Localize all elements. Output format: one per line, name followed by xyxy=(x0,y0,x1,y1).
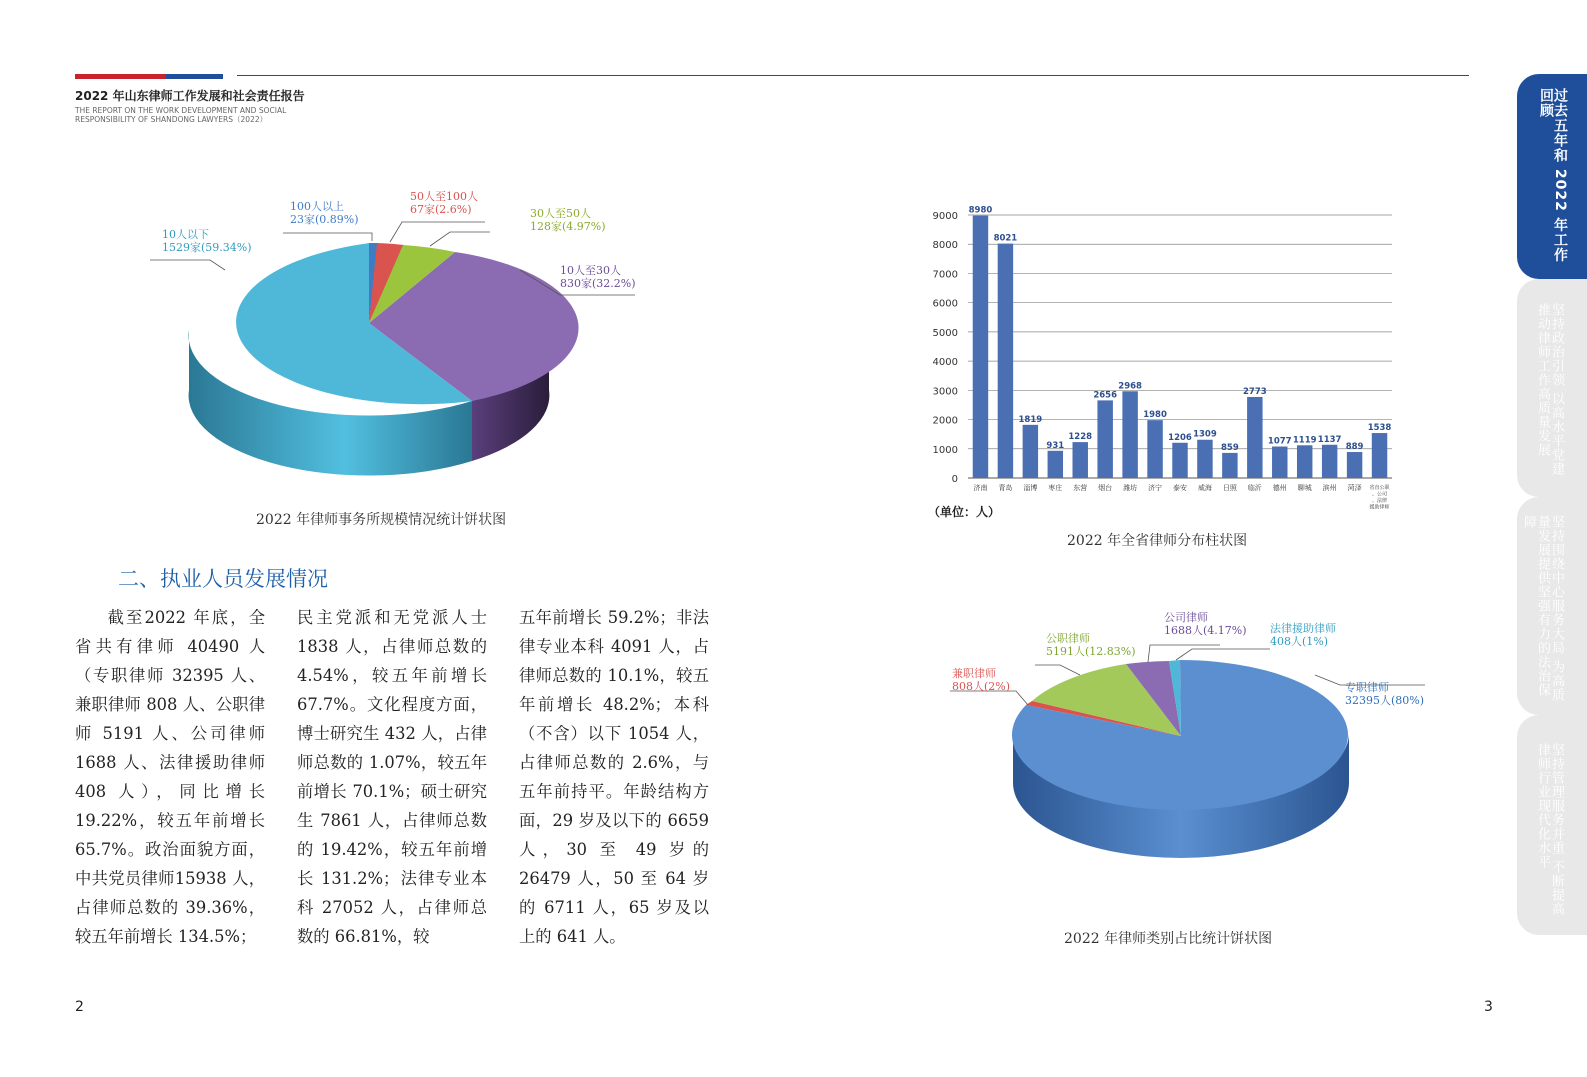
bar-category-label: 日照 xyxy=(1222,484,1237,492)
bar-caption: 2022 年全省律师分布柱状图 xyxy=(1067,533,1248,549)
bar-10 xyxy=(1222,453,1237,478)
bar-ytick-label: 7000 xyxy=(932,269,958,281)
bar-category-label: 潍坊 xyxy=(1123,484,1138,492)
bar-ytick-label: 9000 xyxy=(932,211,958,222)
bar-value-label: 1206 xyxy=(1168,432,1192,443)
pie1-value-100-plus: 23家(0.89%) xyxy=(290,213,359,226)
header-rule xyxy=(237,75,1469,76)
pie1-label-50-100: 50人至100人 xyxy=(410,190,478,203)
bar-category-label: 烟台 xyxy=(1098,484,1113,492)
bar-value-label: 1980 xyxy=(1143,410,1167,421)
pie2-value-full-time: 32395人(80%) xyxy=(1345,694,1425,707)
law-firm-scale-pie-chart xyxy=(140,190,660,480)
section-title: 二、执业人员发展情况 xyxy=(118,567,328,591)
report-english-line2: RESPONSIBILITY OF SHANDONG LAWYERS（2022） xyxy=(75,115,268,124)
pie2-value-part-time: 808人(2%) xyxy=(952,680,1011,693)
page-number-left: 2 xyxy=(75,999,84,1015)
page-number-right: 3 xyxy=(1484,999,1493,1015)
pie1-value-50-100: 67家(2.6%) xyxy=(410,203,472,216)
bar-9 xyxy=(1197,440,1212,478)
body-column-2: 民主党派和无党派人士 1838 人，占律师总数的 4.54%，较五年前增长 67.7%。文化程度方面，博士研究生 432 人，占律师总数的 1.07%，较五年前增长 70.1%；硕士研究生 7861 人，占律师总数的 19.42%，较五年前增长 131.2%；法律专业本科 27052 人，占律师总数的 66.81%，较 xyxy=(297,608,487,946)
pie1-label-10-30: 10人至30人 xyxy=(560,264,621,277)
report-title: 2022 年山东律师工作发展和社会责任报告 xyxy=(75,89,305,103)
pie1-label-100-plus: 100人以上 xyxy=(290,200,344,213)
pie1-label-30-50: 30人至50人 xyxy=(530,207,591,220)
bar-value-label: 1228 xyxy=(1068,432,1093,443)
bar-value-label: 1538 xyxy=(1367,423,1392,434)
side-tab-party-building[interactable] xyxy=(1517,279,1587,497)
bar-3 xyxy=(1048,451,1063,478)
side-tab-management[interactable] xyxy=(1517,715,1587,935)
bar-ytick-label: 4000 xyxy=(932,357,958,369)
bar-category-label: 青岛 xyxy=(998,484,1013,492)
bar-value-label: 1819 xyxy=(1018,414,1043,425)
pie1-value-30-50: 128家(4.97%) xyxy=(530,220,606,233)
bar-ytick-label: 1000 xyxy=(932,444,958,456)
bar-category-label: 济南 xyxy=(973,484,988,492)
bar-15 xyxy=(1347,452,1362,478)
bar-value-label: 2656 xyxy=(1093,390,1118,401)
bar-value-label: 931 xyxy=(1046,440,1065,451)
bar-8 xyxy=(1172,443,1187,478)
pie2-label-full-time: 专职律师 xyxy=(1345,681,1389,694)
header-red-bar xyxy=(75,74,166,79)
pie2-caption: 2022 年律师类别占比统计饼状图 xyxy=(1064,931,1273,947)
bar-value-label: 8021 xyxy=(993,233,1018,244)
bar-ytick-label: 3000 xyxy=(932,386,958,398)
bar-category-label: 滨州 xyxy=(1322,484,1337,492)
body-column-3: 五年前增长 59.2%；非法律专业本科 4091 人，占律师总数的 10.1%，较五年前增长 48.2%；本科（不含）以下 1054 人，占律师总数的 2.6%，与五年前持平。年龄结构方面，29 岁及以下的 6659 人，30 至 49 岁的 26479 人，50 至 64 岁的 6711 人，65 岁及以上的 641 人。 xyxy=(519,608,709,946)
bar-category-label-line: 、公司 xyxy=(1372,491,1388,498)
side-tab-party-building-label: 坚持政治引领 以高水平党建推动律师工作高质量发展 xyxy=(1535,303,1564,477)
bar-category-label: 威海 xyxy=(1197,484,1212,492)
pie1-caption: 2022 年律师事务所规模情况统计饼状图 xyxy=(256,512,507,528)
pie1-value-under-10: 1529家(59.34%) xyxy=(162,241,252,254)
bar-category-label-line: 援助律师 xyxy=(1369,504,1390,511)
header-blue-bar xyxy=(166,74,223,79)
pie2-label-public: 公职律师 xyxy=(1046,632,1090,645)
bar-category-label-line: 、法律 xyxy=(1372,498,1388,504)
bar-value-label: 1137 xyxy=(1317,434,1342,445)
bar-category-label: 聊城 xyxy=(1297,484,1312,492)
lawyer-distribution-bar-chart xyxy=(920,200,1400,515)
bar-1 xyxy=(998,244,1013,478)
lawyer-category-pie-chart xyxy=(940,605,1440,885)
bar-category-label: 泰安 xyxy=(1173,484,1187,492)
bar-13 xyxy=(1297,445,1312,478)
bar-category-label: 德州 xyxy=(1272,484,1287,492)
bar-value-label: 859 xyxy=(1221,442,1239,453)
bar-6 xyxy=(1122,391,1137,478)
bar-category-label: 淄博 xyxy=(1023,484,1038,492)
side-tab-review[interactable] xyxy=(1517,74,1587,279)
bar-ytick-label: 8000 xyxy=(932,240,958,252)
report-english-line1: THE REPORT ON THE WORK DEVELOPMENT AND SOCIAL xyxy=(75,106,287,115)
bar-value-label: 889 xyxy=(1345,442,1364,453)
bar-ytick-label: 0 xyxy=(951,474,958,485)
bar-value-label: 2968 xyxy=(1118,381,1142,392)
bar-value-label: 1309 xyxy=(1193,429,1217,440)
bar-2 xyxy=(1023,425,1038,478)
bar-value-label: 1119 xyxy=(1292,435,1317,446)
bar-4 xyxy=(1073,442,1088,478)
pie2-label-part-time: 兼职律师 xyxy=(952,667,996,680)
bar-category-label-line: 省直公职 xyxy=(1369,485,1390,491)
pie2-label-corporate: 公司律师 xyxy=(1164,611,1208,624)
bar-category-label: 枣庄 xyxy=(1048,484,1063,492)
bar-ytick-label: 6000 xyxy=(932,298,958,310)
bar-category-label: 菏泽 xyxy=(1347,484,1362,492)
side-tab-rule-of-law-label: 坚持围绕中心服务大局 为高质量发展提供坚强有力的法治保障 xyxy=(1521,515,1564,703)
pie2-value-legal-aid: 408人(1%) xyxy=(1270,635,1329,648)
bar-value-label: 8980 xyxy=(968,205,993,216)
side-tab-rule-of-law[interactable] xyxy=(1517,497,1587,715)
body-column-1: 截至2022 年底，全省共有律师 40490 人（专职律师 32395 人、兼职律师 808 人、公职律师 5191 人、公司律师 1688 人、法律援助律师 408 人），同比增长 19.22%，较五年前增长 65.7%。政治面貌方面，中共党员律师15938 人，占律师总数的 39.36%，较五年前增长 134.5%； xyxy=(75,608,265,946)
report-english-title xyxy=(75,106,335,124)
bar-unit-label: （单位：人） xyxy=(928,505,1001,519)
side-navigation xyxy=(1517,0,1587,1077)
bar-11 xyxy=(1247,397,1262,478)
bar-5 xyxy=(1097,400,1112,478)
side-tab-review-label: 过去五年和 2022 年工作回顾 xyxy=(1538,88,1568,263)
pie2-label-legal-aid: 法律援助律师 xyxy=(1270,622,1336,635)
bar-category-label: 济宁 xyxy=(1148,484,1163,492)
bar-12 xyxy=(1272,447,1287,478)
pie1-value-10-30: 830家(32.2%) xyxy=(560,277,636,290)
bar-value-label: 2773 xyxy=(1242,386,1267,397)
pie2-value-public: 5191人(12.83%) xyxy=(1046,645,1136,658)
bar-category-label: 东营 xyxy=(1073,484,1088,492)
bar-ytick-label: 5000 xyxy=(932,327,958,339)
pie2-value-corporate: 1688人(4.17%) xyxy=(1164,624,1247,637)
bar-value-label: 1077 xyxy=(1267,436,1292,447)
bar-14 xyxy=(1322,445,1337,478)
bar-7 xyxy=(1147,420,1162,478)
side-tab-management-label: 坚持管理服务并重 不断提高律师行业现代化水平 xyxy=(1535,743,1564,917)
bar-ytick-label: 2000 xyxy=(932,415,958,427)
pie1-label-under-10: 10人以下 xyxy=(162,228,209,241)
bar-category-label: 临沂 xyxy=(1247,484,1262,492)
bar-0 xyxy=(973,216,988,478)
bar-category-label xyxy=(1370,484,1391,511)
bar-16 xyxy=(1372,433,1387,478)
